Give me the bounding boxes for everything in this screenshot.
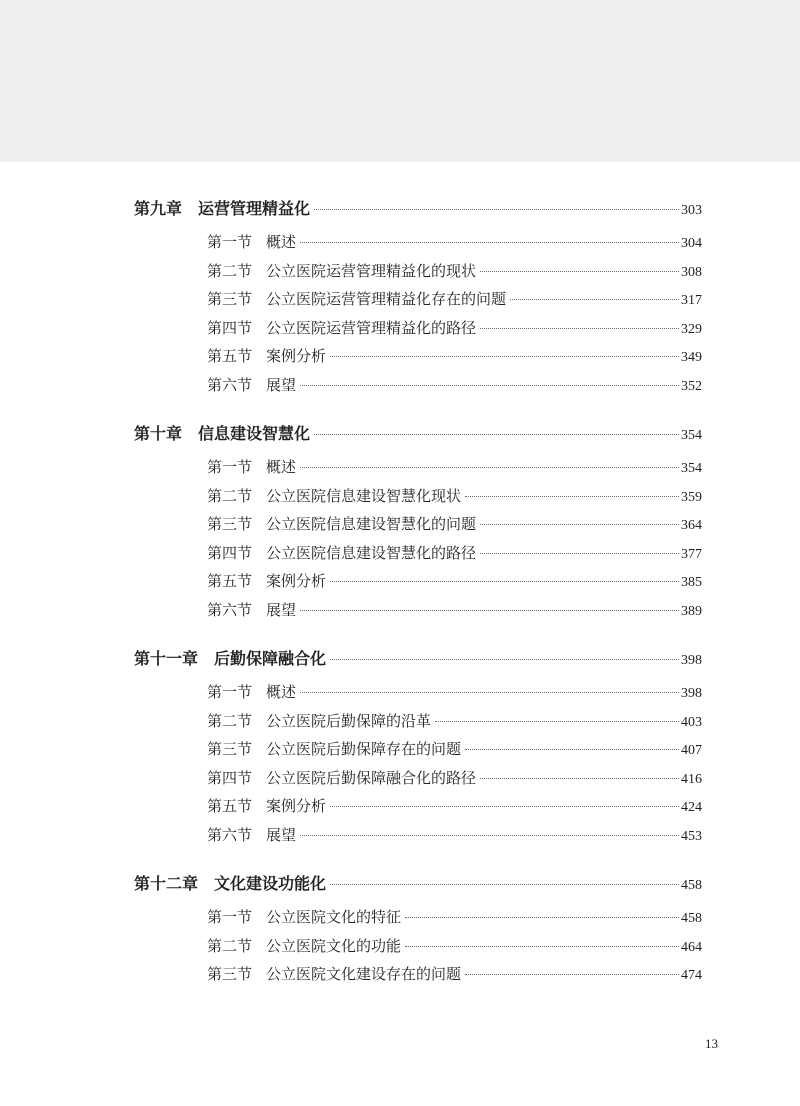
section-number: 第三节 [207, 965, 253, 983]
section-page-number: 359 [681, 489, 702, 505]
section-entry[interactable] [0, 824, 800, 845]
section-entry[interactable] [0, 345, 800, 366]
section-title: 公立医院运营管理精益化存在的问题 [266, 290, 507, 308]
section-title: 公立医院文化建设存在的问题 [266, 965, 462, 983]
section-number: 第五节 [207, 572, 253, 590]
section-entry[interactable] [0, 570, 800, 591]
chapter-entry[interactable] [0, 421, 800, 444]
section-title: 公立医院后勤保障的沿革 [266, 711, 432, 730]
dot-leader [300, 691, 679, 693]
section-number: 第一节 [207, 458, 253, 476]
section-page-number: 407 [681, 743, 702, 758]
section-page-number: 329 [681, 321, 702, 337]
dot-leader [465, 973, 679, 975]
section-number: 第二节 [207, 711, 253, 730]
dot-leader [330, 580, 679, 582]
section-title: 展望 [266, 375, 297, 394]
section-number: 第三节 [207, 515, 253, 533]
section-number: 第六节 [207, 600, 253, 619]
section-page-number: 403 [681, 714, 702, 730]
section-page-number: 354 [681, 461, 702, 476]
chapter-entry[interactable] [0, 646, 800, 669]
section-entry[interactable] [0, 542, 800, 563]
dot-leader [465, 495, 679, 497]
section-title: 展望 [266, 600, 297, 619]
section-title: 案例分析 [266, 347, 327, 365]
section-page-number: 453 [681, 828, 702, 844]
section-page-number: 424 [681, 800, 702, 815]
section-number: 第二节 [207, 261, 253, 280]
section-title: 公立医院信息建设智慧化的路径 [266, 543, 477, 562]
section-entry[interactable] [0, 599, 800, 620]
section-number: 第五节 [207, 797, 253, 815]
section-entry[interactable] [0, 795, 800, 816]
section-page-number: 464 [681, 939, 702, 955]
section-entry[interactable] [0, 317, 800, 338]
dot-leader [480, 552, 679, 554]
section-page-number: 377 [681, 546, 702, 562]
dot-leader [330, 658, 679, 660]
section-page-number: 389 [681, 603, 702, 619]
dot-leader [405, 916, 679, 918]
section-entry[interactable] [0, 485, 800, 506]
section-entry[interactable] [0, 935, 800, 956]
dot-leader [314, 208, 679, 210]
section-title: 公立医院后勤保障存在的问题 [266, 740, 462, 758]
section-number: 第一节 [207, 683, 253, 701]
dot-leader [480, 327, 679, 329]
section-number: 第四节 [207, 543, 253, 562]
section-title: 公立医院运营管理精益化的路径 [266, 318, 477, 337]
section-title: 公立医院文化的特征 [266, 908, 402, 926]
dot-leader [480, 523, 679, 525]
section-entry[interactable] [0, 456, 800, 477]
section-entry[interactable] [0, 767, 800, 788]
section-number: 第二节 [207, 486, 253, 505]
section-number: 第三节 [207, 740, 253, 758]
chapter-title: 文化建设功能化 [214, 874, 327, 893]
section-title: 案例分析 [266, 797, 327, 815]
dot-leader [300, 834, 679, 836]
dot-leader [405, 945, 679, 947]
chapter-number: 第十一章 [134, 649, 199, 668]
section-page-number: 352 [681, 378, 702, 394]
chapter-page-number: 303 [681, 203, 702, 218]
section-number: 第二节 [207, 936, 253, 955]
dot-leader [330, 355, 679, 357]
dot-leader [330, 805, 679, 807]
section-number: 第四节 [207, 768, 253, 787]
chapter-entry[interactable] [0, 196, 800, 219]
section-title: 公立医院文化的功能 [266, 936, 402, 955]
page-number: 13 [705, 1036, 718, 1051]
dot-leader [435, 720, 679, 722]
section-number: 第一节 [207, 908, 253, 926]
dot-leader [465, 748, 679, 750]
section-entry[interactable] [0, 963, 800, 984]
section-page-number: 385 [681, 575, 702, 590]
section-number: 第一节 [207, 233, 253, 251]
section-page-number: 349 [681, 350, 702, 365]
chapter-title: 信息建设智慧化 [198, 424, 311, 443]
section-page-number: 364 [681, 518, 702, 533]
chapter-number: 第十二章 [134, 874, 199, 893]
chapter-number: 第十章 [134, 424, 183, 443]
chapter-title: 后勤保障融合化 [214, 649, 327, 668]
section-number: 第五节 [207, 347, 253, 365]
section-entry[interactable] [0, 681, 800, 702]
dot-leader [300, 466, 679, 468]
dot-leader [480, 777, 679, 779]
section-title: 案例分析 [266, 572, 327, 590]
section-page-number: 308 [681, 264, 702, 280]
section-entry[interactable] [0, 231, 800, 252]
dot-leader [300, 241, 679, 243]
section-entry[interactable] [0, 374, 800, 395]
section-title: 公立医院后勤保障融合化的路径 [266, 768, 477, 787]
section-page-number: 317 [681, 293, 702, 308]
section-entry[interactable] [0, 260, 800, 281]
chapter-page-number: 458 [681, 878, 702, 893]
section-title: 公立医院信息建设智慧化的问题 [266, 515, 477, 533]
section-title: 概述 [266, 233, 297, 251]
section-entry[interactable] [0, 710, 800, 731]
chapter-number: 第九章 [134, 199, 183, 218]
dot-leader [300, 609, 679, 611]
section-page-number: 474 [681, 968, 702, 983]
chapter-page-number: 354 [681, 428, 702, 443]
dot-leader [510, 298, 679, 300]
dot-leader [300, 384, 679, 386]
dot-leader [330, 883, 679, 885]
section-page-number: 304 [681, 236, 702, 251]
section-title: 公立医院运营管理精益化的现状 [266, 261, 477, 280]
chapter-title: 运营管理精益化 [198, 199, 311, 218]
section-entry[interactable] [0, 906, 800, 927]
chapter-page-number: 398 [681, 653, 702, 668]
section-entry[interactable] [0, 513, 800, 534]
section-title: 概述 [266, 683, 297, 701]
section-number: 第六节 [207, 375, 253, 394]
section-entry[interactable] [0, 288, 800, 309]
section-title: 概述 [266, 458, 297, 476]
section-page-number: 416 [681, 771, 702, 787]
dot-leader [314, 433, 679, 435]
section-title: 展望 [266, 825, 297, 844]
section-page-number: 458 [681, 911, 702, 926]
section-number: 第六节 [207, 825, 253, 844]
section-entry[interactable] [0, 738, 800, 759]
section-title: 公立医院信息建设智慧化现状 [266, 486, 462, 505]
chapter-entry[interactable] [0, 871, 800, 894]
section-page-number: 398 [681, 686, 702, 701]
section-number: 第三节 [207, 290, 253, 308]
section-number: 第四节 [207, 318, 253, 337]
dot-leader [480, 270, 679, 272]
